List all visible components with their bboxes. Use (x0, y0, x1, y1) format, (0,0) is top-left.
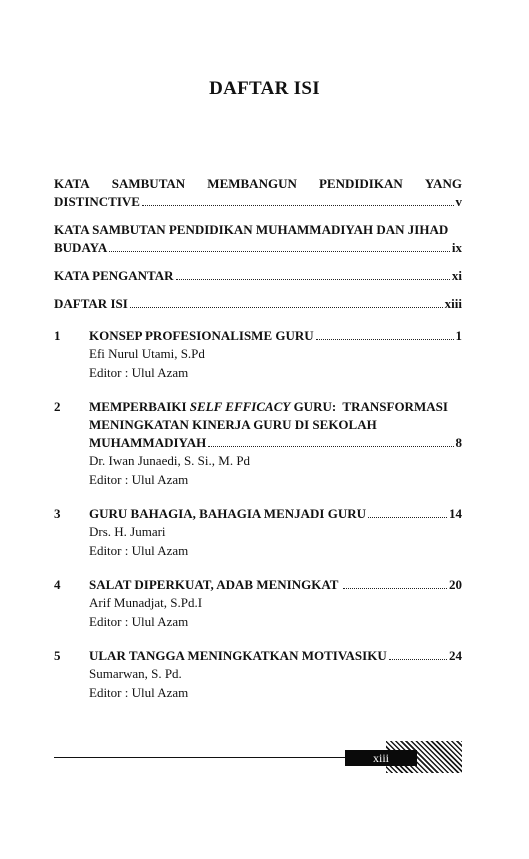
chapter-number: 3 (54, 506, 61, 521)
toc-entry-leader-line[interactable] (54, 193, 462, 211)
toc-page-number: xi (451, 268, 462, 283)
chapter-editor: Editor : Ulul Azam (89, 684, 189, 700)
toc-chapter-3 (54, 505, 462, 560)
dot-leader (109, 251, 450, 252)
chapter-author: Efi Nurul Utami, S.Pd (89, 346, 205, 361)
toc-chapter-1 (54, 327, 462, 382)
toc-page-number: xiii (444, 296, 462, 311)
toc-entry-leader-line[interactable] (89, 327, 462, 345)
dot-leader (343, 588, 447, 589)
toc-entry-daftar-isi (54, 295, 462, 313)
toc-word: SAMBUTAN (111, 176, 186, 191)
dot-leader (316, 339, 454, 340)
chapter-title-italic: SELF EFFICACY (189, 399, 291, 414)
toc-entry-leader-line[interactable] (54, 239, 462, 257)
toc-entry-leader-line[interactable] (54, 267, 462, 285)
toc-entry-title: DISTINCTIVE (54, 194, 140, 209)
toc-entry-leader-line[interactable] (89, 505, 462, 523)
dot-leader (130, 307, 443, 308)
dot-leader (208, 446, 453, 447)
chapter-title-part: MEMPERBAIKI (89, 399, 190, 414)
toc-page-number: ix (451, 240, 462, 255)
toc-entry-line (54, 175, 462, 193)
footer-page-number: xiii (345, 750, 417, 766)
toc-chapter-5 (54, 647, 462, 702)
toc-entry-title: KATA SAMBUTAN PENDIDIKAN MUHAMMADIYAH DAN JIHAD (54, 222, 449, 237)
chapter-title-line: MENINGKATAN KINERJA GURU DI SEKOLAH (89, 417, 377, 432)
toc-chapter-4 (54, 576, 462, 631)
chapter-editor: Editor : Ulul Azam (89, 542, 189, 558)
chapter-number: 2 (54, 399, 61, 414)
toc-page-number: v (455, 194, 462, 209)
chapter-author: Dr. Iwan Junaedi, S. Si., M. Pd (89, 453, 251, 468)
toc-page-number: 14 (449, 506, 462, 521)
toc-entry-leader-line[interactable] (54, 295, 462, 313)
toc-word: PENDIDIKAN (318, 176, 403, 191)
toc-entry-leader-line[interactable] (89, 434, 462, 452)
chapter-editor: Editor : Ulul Azam (89, 364, 189, 380)
toc-page-number: 1 (455, 328, 462, 343)
toc-entry-leader-line[interactable] (89, 576, 462, 594)
chapter-editor: Editor : Ulul Azam (89, 613, 189, 629)
chapter-title: GURU BAHAGIA, BAHAGIA MENJADI GURU (89, 506, 366, 521)
toc-entry-title: DAFTAR ISI (54, 296, 128, 311)
chapter-title: MUHAMMADIYAH (89, 435, 207, 450)
toc-entry-leader-line[interactable] (89, 647, 462, 665)
toc-page-number: 8 (455, 435, 462, 450)
chapter-editor: Editor : Ulul Azam (89, 471, 189, 487)
footer-divider (54, 757, 346, 758)
chapter-number: 1 (54, 328, 61, 343)
toc-word: KATA (54, 176, 90, 191)
chapter-title-part: GURU: TRANSFORMASI (290, 399, 448, 414)
chapter-title: ULAR TANGGA MENINGKATKAN MOTIVASIKU (89, 648, 387, 663)
toc-entry-kata-sambutan-2 (54, 221, 462, 257)
chapter-author: Sumarwan, S. Pd. (89, 666, 182, 681)
chapter-title: SALAT DIPERKUAT, ADAB MENINGKAT (89, 577, 342, 592)
dot-leader (176, 279, 450, 280)
toc-page-number: 24 (449, 648, 462, 663)
table-of-contents (54, 175, 462, 702)
dot-leader (142, 205, 454, 206)
toc-entry-title: BUDAYA (54, 240, 108, 255)
toc-chapter-2 (54, 398, 462, 489)
chapter-author: Drs. H. Jumari (89, 524, 166, 539)
chapter-number: 4 (54, 577, 61, 592)
dot-leader (389, 659, 447, 660)
toc-entry-kata-pengantar (54, 267, 462, 285)
toc-word: YANG (424, 176, 462, 191)
chapter-author: Arif Munadjat, S.Pd.I (89, 595, 203, 610)
chapter-title-line (89, 398, 462, 416)
toc-word: MEMBANGUN (207, 176, 297, 191)
toc-page-number: 20 (449, 577, 462, 592)
chapter-number: 5 (54, 648, 61, 663)
toc-entry-title: KATA PENGANTAR (54, 268, 174, 283)
page-title: DAFTAR ISI (209, 78, 320, 99)
dot-leader (368, 517, 447, 518)
chapter-title: KONSEP PROFESIONALISME GURU (89, 328, 314, 343)
toc-entry-kata-sambutan-1 (54, 175, 462, 211)
